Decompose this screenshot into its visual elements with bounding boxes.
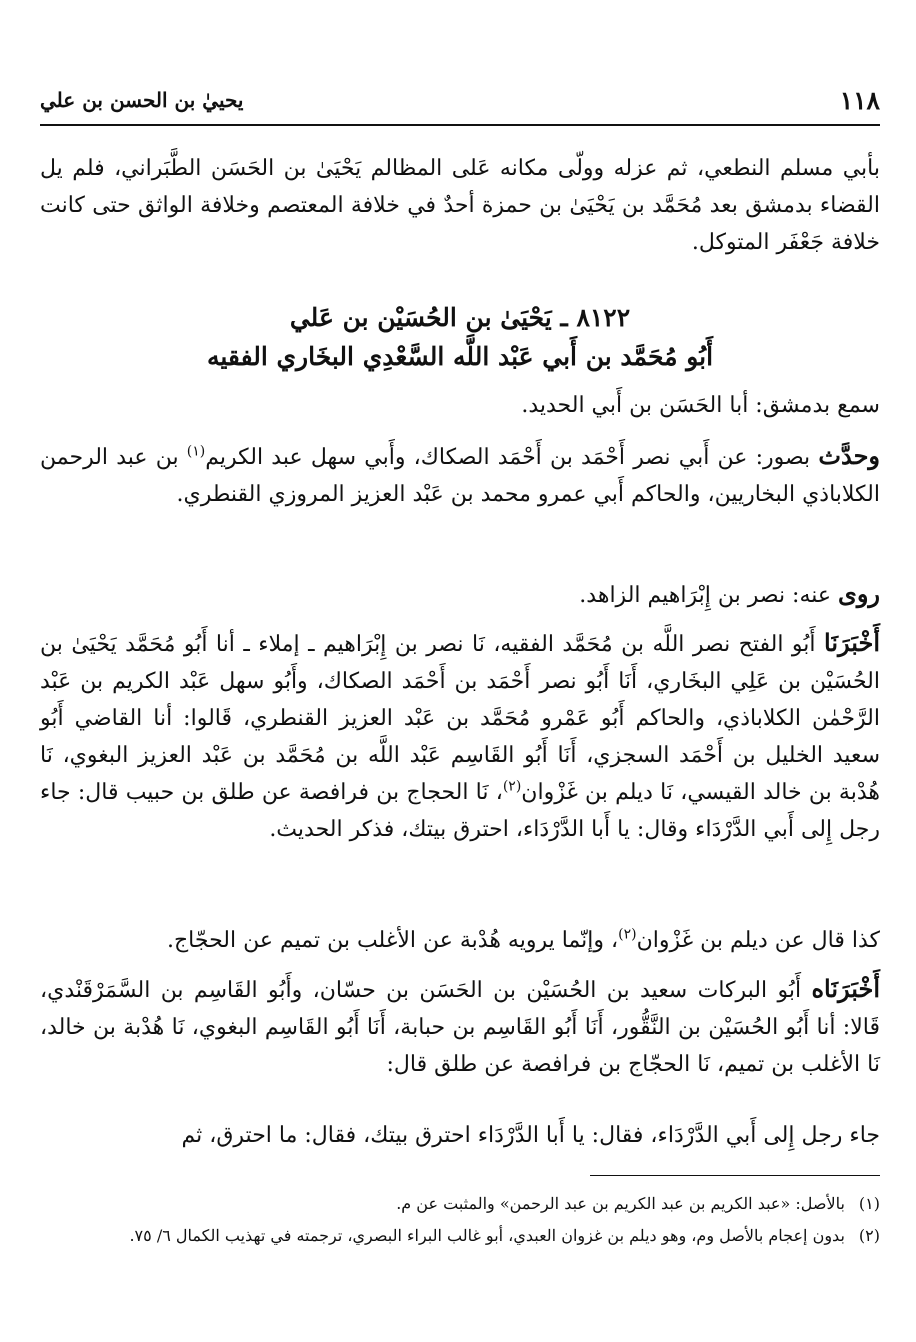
keyword-akhbaranahu: أَخْبَرَنَاه (811, 974, 880, 1003)
paragraph-text: أَبُو الفتح نصر اللَّه بن مُحَمَّد الفقيه، نَا نصر بن إِبْرَاهيم ـ إملاء ـ أنا أَبُو مُحَمَّد يَحْيَىٰ بن الحُسَيْن بن عَلِي البخَاري، أَنَا أَبُو نصر أَحْمَد بن أَحْمَد الصكاك، وأَبُو سهل عَبْد الكريم بن عَبْد الرَّحْمٰن الكلاباذي، والحاكم أَبُو عَمْرو مُحَمَّد بن عَبْد العزيز القنطري، قَالوا: أنا القاضي أَبُو سعيد الخليل بن أَحْمَد السجزي، أَنَا أَبُو القَاسِم عَبْد اللَّه بن مُحَمَّد بن عَبْد العزيز البغوي، نَا هُدْبة بن خالد القيسي، نَا ديلم بن غَزْوان (40, 632, 880, 805)
paragraph-text: أَبُو البركات سعيد بن الحُسَيْن بن الحَسَن بن حسّان، وأَبُو القَاسِم بن السَّمَرْقَنْدي، قَالا: أنا أَبُو الحُسَيْن بن النَّقُّور، أَنَا أَبُو القَاسِم بن حبابة، أَنَا أَبُو القَاسِم البغوي، نَا هُدْبة بن خالد، نَا الأغلب بن تميم، نَا الحجّاج بن فرافصة عن طلق قال: (40, 978, 880, 1077)
paragraph-text: ، وإنّما يرويه هُدْبة عن الأغلب بن تميم عن الحجّاج. (166, 928, 619, 953)
paragraph-text: ، نَا الحجاج بن فرافصة عن طلق بن حبيب قال: جاء رجل إِلى أَبي الدَّرْدَاء وقال: يا أَبا الدَّرْدَاء، احترق بيتك، فذكر الحديث. (40, 780, 880, 842)
header-rule (40, 124, 880, 126)
page-header (40, 86, 880, 122)
paragraph-text: عنه: نصر بن إِبْرَاهيم الزاهد. (579, 583, 839, 608)
keyword-akhbarana: أَخْبَرَنَا (824, 628, 880, 657)
footnote-marker-2: (٢) (618, 926, 637, 943)
footnote-marker-1: (١) (186, 443, 206, 460)
paragraph-isnad-1 (40, 624, 880, 848)
paragraph-hadith: جاء رجل إِلى أَبي الدَّرْدَاء، فقال: يا أَبا الدَّرْدَاء احترق بيتك، فقال: ما احترق، ثم (181, 1123, 880, 1148)
footnote-number: (٢) (858, 1226, 880, 1245)
page-number: ١١٨ (839, 86, 880, 115)
paragraph-isnad-2 (40, 970, 880, 1083)
paragraph-continuation: بأبي مسلم النطعي، ثم عزله وولّى مكانه عَلى المظالم يَحْيَىٰ بن الحَسَن الطَّبَراني، فلم يل القضاء بدمشق بعد مُحَمَّد بن يَحْيَىٰ بن حمزة أحدٌ في خلافة المعتصم وخلافة الواثق حتى كانت خلافة جَعْفَر المتوكل. (40, 156, 880, 255)
paragraph-rawa (40, 575, 880, 614)
footnote-1 (40, 1188, 880, 1220)
paragraph-text: بصور: عن أَبي نصر أَحْمَد بن أَحْمَد الصكاك، وأَبي سهل عبد الكريم (205, 445, 819, 470)
footnote-text: بدون إعجام بالأصل وم، وهو ديلم بن غزوان العبدي، أبو غالب البراء البصري، ترجمته في تهذيب الكمال ٦/ ٧٥. (129, 1226, 845, 1245)
paragraph-text: كذا قال عن ديلم بن غَزْوان (636, 928, 880, 953)
footnote-marker-2: (٢) (502, 778, 522, 795)
footnote-text: بالأصل: «عبد الكريم بن عبد الكريم بن عبد الرحمن» والمثبت عن م. (396, 1194, 845, 1213)
keyword-haddatha: وحدَّث (818, 441, 880, 470)
paragraph-haddatha (40, 437, 880, 513)
footnote-rule (590, 1175, 880, 1176)
keyword-rawa: روى (838, 579, 880, 608)
footnote-2 (40, 1220, 880, 1252)
entry-heading-name: ٨١٢٢ ـ يَحْيَىٰ بن الحُسَيْن بن عَلي (289, 303, 631, 332)
footnote-number: (١) (858, 1194, 880, 1213)
running-title: يحييٰ بن الحسن بن علي (40, 88, 244, 112)
paragraph-sami: سمع بدمشق: أبا الحَسَن بن أَبي الحديد. (521, 393, 880, 418)
entry-heading-kunya: أَبُو مُحَمَّد بن أَبي عَبْد اللَّه السَّعْدِي البخَاري الفقيه (206, 342, 714, 371)
paragraph-kadha (40, 922, 880, 959)
paragraph-text: بن عبد الرحمن الكلاباذي البخاريين، والحاكم أَبي عمرو محمد بن عَبْد العزيز المروزي القنطري. (40, 445, 880, 507)
